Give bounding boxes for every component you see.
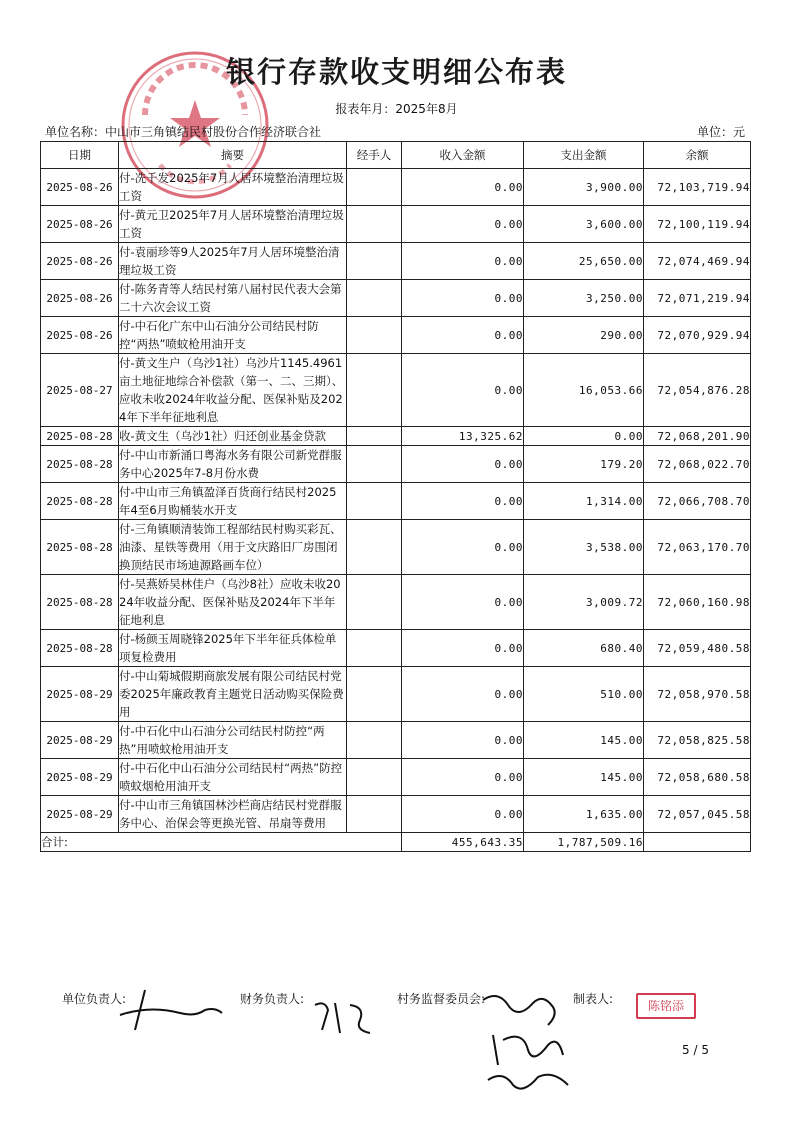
row-summary: 付-黄文生户（乌沙1社）乌沙片1145.4961亩土地征地综合补偿款（第一、二、三期）、应收未收2024年收益分配、医保补贴及2024年下半年征地利息 [119, 354, 347, 427]
row-summary: 付-冼千发2025年7月人居环境整治清理垃圾工资 [119, 169, 347, 206]
unit-name-label: 单位名称： [45, 125, 106, 139]
row-summary: 付-中山市新涌口粤海水务有限公司新党群服务中心2025年7-8月份水费 [119, 446, 347, 483]
row-income: 0.00 [402, 759, 524, 796]
row-summary: 付-陈务青等人结民村第八届村民代表大会第二十六次会议工资 [119, 280, 347, 317]
row-income: 0.00 [402, 169, 524, 206]
row-balance: 72,058,680.58 [644, 759, 751, 796]
column-header-summary: 摘要 [119, 142, 347, 169]
row-balance: 72,059,480.58 [644, 630, 751, 667]
total-income: 455,643.35 [402, 833, 524, 852]
column-header-income: 收入金额 [402, 142, 524, 169]
table-row [41, 317, 751, 354]
row-expense: 179.20 [524, 446, 644, 483]
currency-unit: 单位：元 [696, 125, 745, 139]
row-date: 2025-08-29 [41, 796, 119, 833]
row-balance: 72,070,929.94 [644, 317, 751, 354]
row-date: 2025-08-26 [41, 206, 119, 243]
report-period: 报表年月：2025年8月 [335, 102, 458, 116]
total-expense: 1,787,509.16 [524, 833, 644, 852]
row-expense: 1,635.00 [524, 796, 644, 833]
row-balance: 72,063,170.70 [644, 520, 751, 575]
row-summary: 付-中石化中山石油分公司结民村防控“两热”用喷蚊枪用油开支 [119, 722, 347, 759]
unit-head-label: 单位负责人: [62, 992, 127, 1006]
row-balance: 72,058,970.58 [644, 667, 751, 722]
row-balance: 72,060,160.98 [644, 575, 751, 630]
row-handler [347, 520, 402, 575]
unit-head-signature [110, 985, 230, 1035]
finance-head-label: 财务负责人: [240, 992, 305, 1006]
row-handler [347, 280, 402, 317]
row-date: 2025-08-28 [41, 427, 119, 446]
row-income: 0.00 [402, 280, 524, 317]
row-balance: 72,074,469.94 [644, 243, 751, 280]
row-income: 0.00 [402, 446, 524, 483]
row-summary: 收-黄文生（乌沙1社）归还创业基金贷款 [119, 427, 347, 446]
row-handler [347, 483, 402, 520]
row-handler [347, 446, 402, 483]
table-row [41, 575, 751, 630]
ledger-table [40, 141, 751, 852]
row-date: 2025-08-28 [41, 446, 119, 483]
table-row [41, 796, 751, 833]
row-expense: 3,009.72 [524, 575, 644, 630]
supervision-committee-label: 村务监督委员会: [397, 992, 486, 1006]
row-handler [347, 759, 402, 796]
row-date: 2025-08-28 [41, 483, 119, 520]
row-expense: 290.00 [524, 317, 644, 354]
page-title: 银行存款收支明细公布表 [225, 55, 567, 89]
table-row [41, 169, 751, 206]
row-expense: 0.00 [524, 427, 644, 446]
row-date: 2025-08-26 [41, 280, 119, 317]
table-row [41, 243, 751, 280]
column-header-expense: 支出金额 [524, 142, 644, 169]
row-summary: 付-黄元卫2025年7月人居环境整治清理垃圾工资 [119, 206, 347, 243]
row-summary: 付-中石化中山石油分公司结民村“两热”防控喷蚊烟枪用油开支 [119, 759, 347, 796]
row-date: 2025-08-26 [41, 317, 119, 354]
table-row [41, 520, 751, 575]
row-income: 0.00 [402, 630, 524, 667]
row-handler [347, 427, 402, 446]
unit-name-value: 中山市三角镇结民村股份合作经济联合社 [105, 125, 322, 139]
row-balance: 72,100,119.94 [644, 206, 751, 243]
total-balance [644, 833, 751, 852]
table-row [41, 759, 751, 796]
row-expense: 510.00 [524, 667, 644, 722]
table-row [41, 483, 751, 520]
row-income: 0.00 [402, 354, 524, 427]
row-handler [347, 575, 402, 630]
row-balance: 72,103,719.94 [644, 169, 751, 206]
row-income: 0.00 [402, 722, 524, 759]
row-handler [347, 206, 402, 243]
row-handler [347, 243, 402, 280]
row-date: 2025-08-28 [41, 630, 119, 667]
row-income: 0.00 [402, 520, 524, 575]
row-income: 0.00 [402, 483, 524, 520]
table-row [41, 280, 751, 317]
row-handler [347, 354, 402, 427]
column-header-balance: 余额 [644, 142, 751, 169]
ledger-body [41, 169, 751, 833]
row-expense: 25,650.00 [524, 243, 644, 280]
row-expense: 3,600.00 [524, 206, 644, 243]
row-handler [347, 317, 402, 354]
row-date: 2025-08-28 [41, 575, 119, 630]
row-balance: 72,068,201.90 [644, 427, 751, 446]
row-handler [347, 169, 402, 206]
row-summary: 付-中山菊城假期商旅发展有限公司结民村党委2025年廉政教育主题党日活动购买保险费用 [119, 667, 347, 722]
total-row [41, 833, 751, 852]
row-expense: 16,053.66 [524, 354, 644, 427]
supervision-committee-signatures [478, 985, 588, 1100]
row-balance: 72,071,219.94 [644, 280, 751, 317]
row-summary: 付-袁丽珍等9人2025年7月人居环境整治清理垃圾工资 [119, 243, 347, 280]
row-income: 0.00 [402, 575, 524, 630]
row-income: 13,325.62 [402, 427, 524, 446]
total-label: 合计: [41, 833, 402, 852]
row-balance: 72,068,022.70 [644, 446, 751, 483]
row-expense: 145.00 [524, 759, 644, 796]
page-number: 5 / 5 [682, 1043, 709, 1057]
row-expense: 3,538.00 [524, 520, 644, 575]
table-row [41, 427, 751, 446]
row-expense: 1,314.00 [524, 483, 644, 520]
column-header-handler: 经手人 [347, 142, 402, 169]
row-summary: 付-三角镇顺清装饰工程部结民村购买彩瓦、油漆、星铁等费用（用于文庆路旧厂房围闭换顶结民市场迪源路画车位） [119, 520, 347, 575]
row-date: 2025-08-29 [41, 759, 119, 796]
table-row [41, 206, 751, 243]
row-expense: 3,900.00 [524, 169, 644, 206]
row-handler [347, 667, 402, 722]
finance-head-signature [310, 995, 380, 1040]
table-row [41, 354, 751, 427]
row-handler [347, 630, 402, 667]
row-date: 2025-08-26 [41, 243, 119, 280]
row-date: 2025-08-26 [41, 169, 119, 206]
row-income: 0.00 [402, 667, 524, 722]
row-expense: 680.40 [524, 630, 644, 667]
row-income: 0.00 [402, 796, 524, 833]
table-row [41, 667, 751, 722]
preparer-label: 制表人: [573, 992, 614, 1006]
column-header-date: 日期 [41, 142, 119, 169]
preparer-name-stamp: 陈铭添 [636, 993, 696, 1019]
row-date: 2025-08-28 [41, 520, 119, 575]
table-row [41, 446, 751, 483]
row-handler [347, 796, 402, 833]
row-summary: 付-杨颜玉周晓锋2025年下半年征兵体检单项复检费用 [119, 630, 347, 667]
row-balance: 72,066,708.70 [644, 483, 751, 520]
table-row [41, 630, 751, 667]
row-date: 2025-08-29 [41, 722, 119, 759]
row-income: 0.00 [402, 243, 524, 280]
row-date: 2025-08-27 [41, 354, 119, 427]
row-date: 2025-08-29 [41, 667, 119, 722]
row-summary: 付-中山市三角镇国林沙栏商店结民村党群服务中心、治保会等更换光管、吊扇等费用 [119, 796, 347, 833]
row-income: 0.00 [402, 317, 524, 354]
row-expense: 145.00 [524, 722, 644, 759]
unit-name [45, 123, 321, 140]
row-balance: 72,054,876.28 [644, 354, 751, 427]
row-summary: 付-吴燕娇吴林佳户（乌沙8社）应收未收2024年收益分配、医保补贴及2024年下半年征地利息 [119, 575, 347, 630]
row-summary: 付-中石化广东中山石油分公司结民村防控“两热”喷蚊枪用油开支 [119, 317, 347, 354]
row-balance: 72,057,045.58 [644, 796, 751, 833]
row-handler [347, 722, 402, 759]
row-income: 0.00 [402, 206, 524, 243]
row-balance: 72,058,825.58 [644, 722, 751, 759]
table-header-row [41, 142, 751, 169]
row-expense: 3,250.00 [524, 280, 644, 317]
table-row [41, 722, 751, 759]
row-summary: 付-中山市三角镇盈泽百货商行结民村2025年4至6月购桶装水开支 [119, 483, 347, 520]
